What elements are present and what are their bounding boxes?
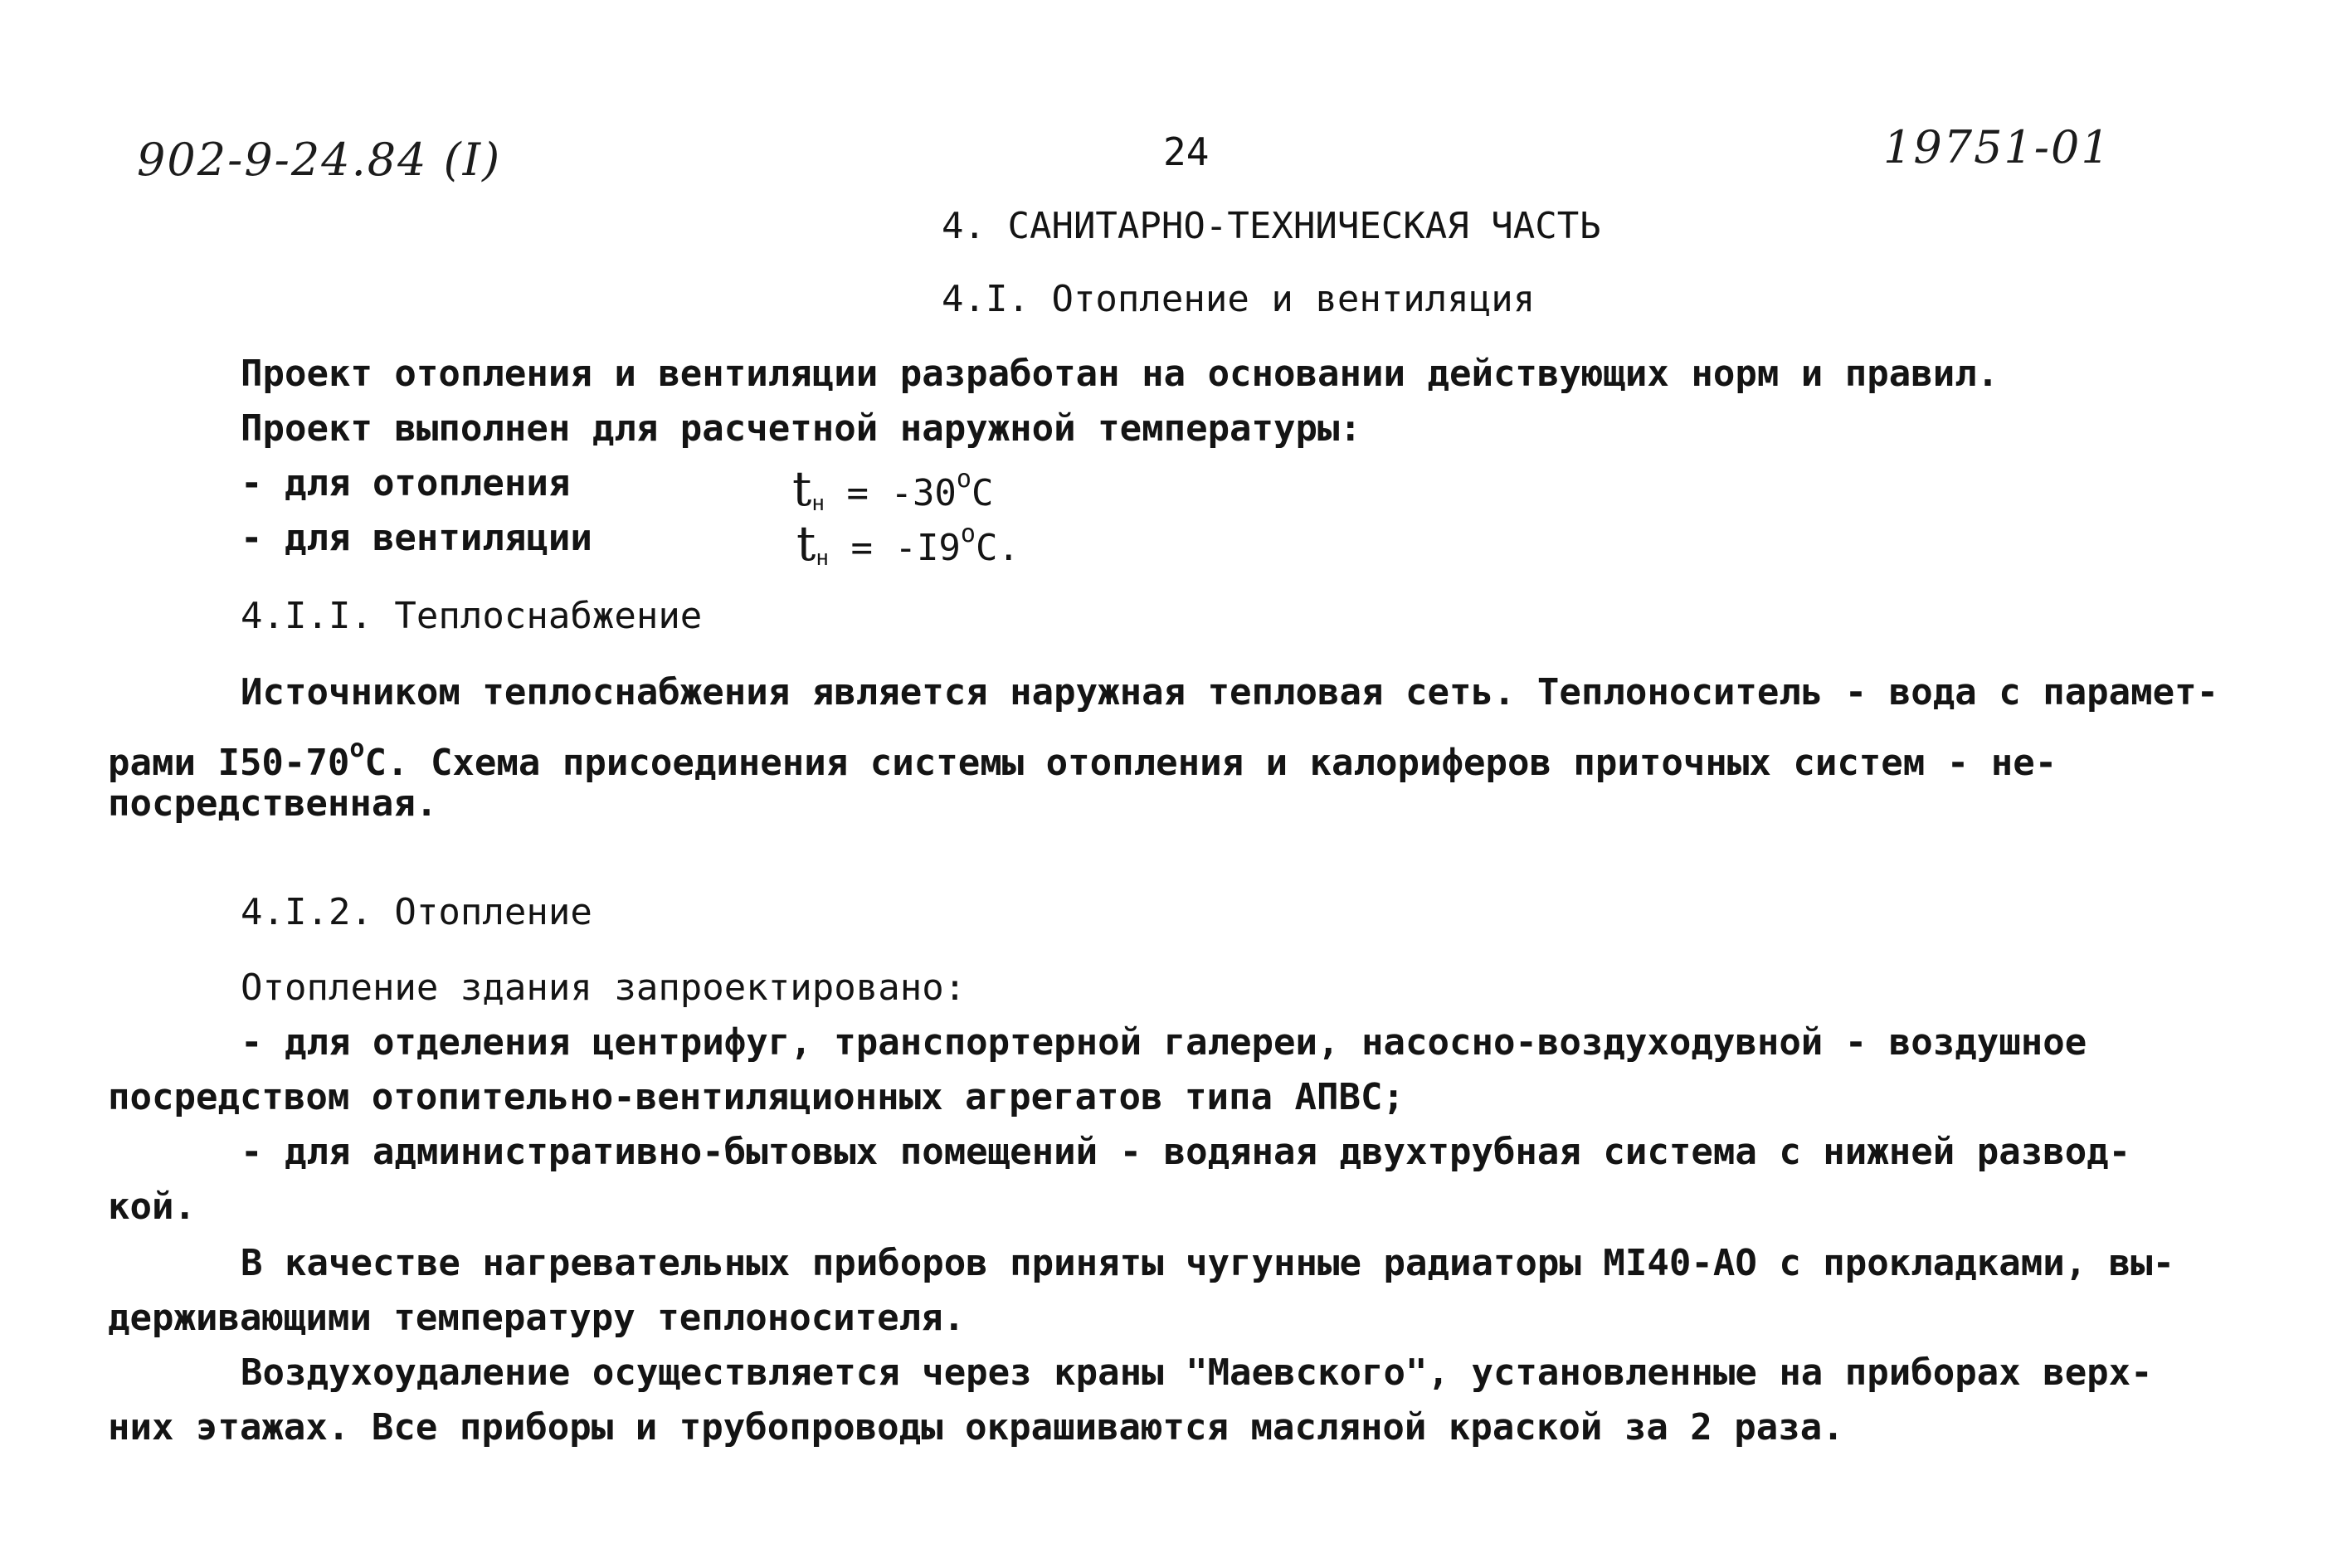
heat-supply-line-2-start: рами I50-70 <box>108 742 350 784</box>
temperature-symbol: t <box>796 515 816 572</box>
intro-line-2: Проект выполнен для расчетной наружной температуры: <box>241 407 1362 450</box>
temperature-unit: C <box>971 472 994 514</box>
degree-sign: o <box>956 465 971 494</box>
temperature-subscript: н <box>811 491 825 516</box>
subsection-title: 4.I. Отопление и вентиляция <box>942 278 1536 320</box>
heating-line: кой. <box>108 1186 196 1228</box>
temperature-symbol: t <box>792 460 812 517</box>
heating-line: - для отделения центрифуг, транспортерной галереи, насосно-воздуходувной - воздушное <box>241 1021 2087 1064</box>
temperature-unit: C. <box>975 527 1020 569</box>
page-number: 24 <box>1163 129 1210 174</box>
heating-line: Отопление здания запроектировано: <box>241 967 967 1009</box>
temperature-value: = -30 <box>846 472 957 514</box>
heat-supply-line-3: посредственная. <box>108 782 438 825</box>
section-title: 4. САНИТАРНО-ТЕХНИЧЕСКАЯ ЧАСТЬ <box>942 205 1601 247</box>
heat-supply-title: 4.I.I. Теплоснабжение <box>241 595 703 637</box>
heating-line: В качестве нагревательных приборов приняты чугунные радиаторы МI40-АО с прокладками, вы- <box>241 1242 2175 1284</box>
heating-line: посредством отопительно-вентиляционных агрегатов типа АПВС; <box>108 1076 1405 1118</box>
temperature-subscript: н <box>816 546 829 571</box>
heating-line: - для административно-бытовых помещений - водяная двухтрубная система с нижней развод- <box>241 1131 2131 1173</box>
intro-line-1: Проект отопления и вентиляции разработан на основании действующих норм и правил. <box>241 353 1999 395</box>
handwritten-archive-number: 19751-01 <box>1883 121 2111 173</box>
heat-supply-line-2-end: С. Схема присоединения системы отопления и калориферов приточных систем - не- <box>364 742 2057 784</box>
degree-sign: o <box>960 519 976 548</box>
temperature-row-heating <box>241 456 570 511</box>
temperature-label: - для отопления <box>241 462 571 504</box>
heat-supply-line-1: Источником теплоснабжения является наружная тепловая сеть. Теплоноситель - вода с парамет- <box>241 671 2219 713</box>
degree-sign: o <box>349 734 365 763</box>
handwritten-doc-code: 902-9-24.84 (I) <box>137 134 502 186</box>
temperature-value: = -I9 <box>850 527 961 569</box>
temperature-row-ventilation <box>241 511 592 566</box>
temperature-label: - для вентиляции <box>241 517 592 559</box>
heating-line: них этажах. Все приборы и трубопроводы окрашиваются масляной краской за 2 раза. <box>108 1406 1844 1449</box>
heating-line: Воздухоудаление осуществляется через краны "Маевского", установленные на приборах верх- <box>241 1351 2153 1394</box>
temperature-value-ventilation <box>796 507 1020 586</box>
heating-title: 4.I.2. Отопление <box>241 891 592 933</box>
heating-line: держивающими температуру теплоносителя. <box>108 1297 966 1339</box>
